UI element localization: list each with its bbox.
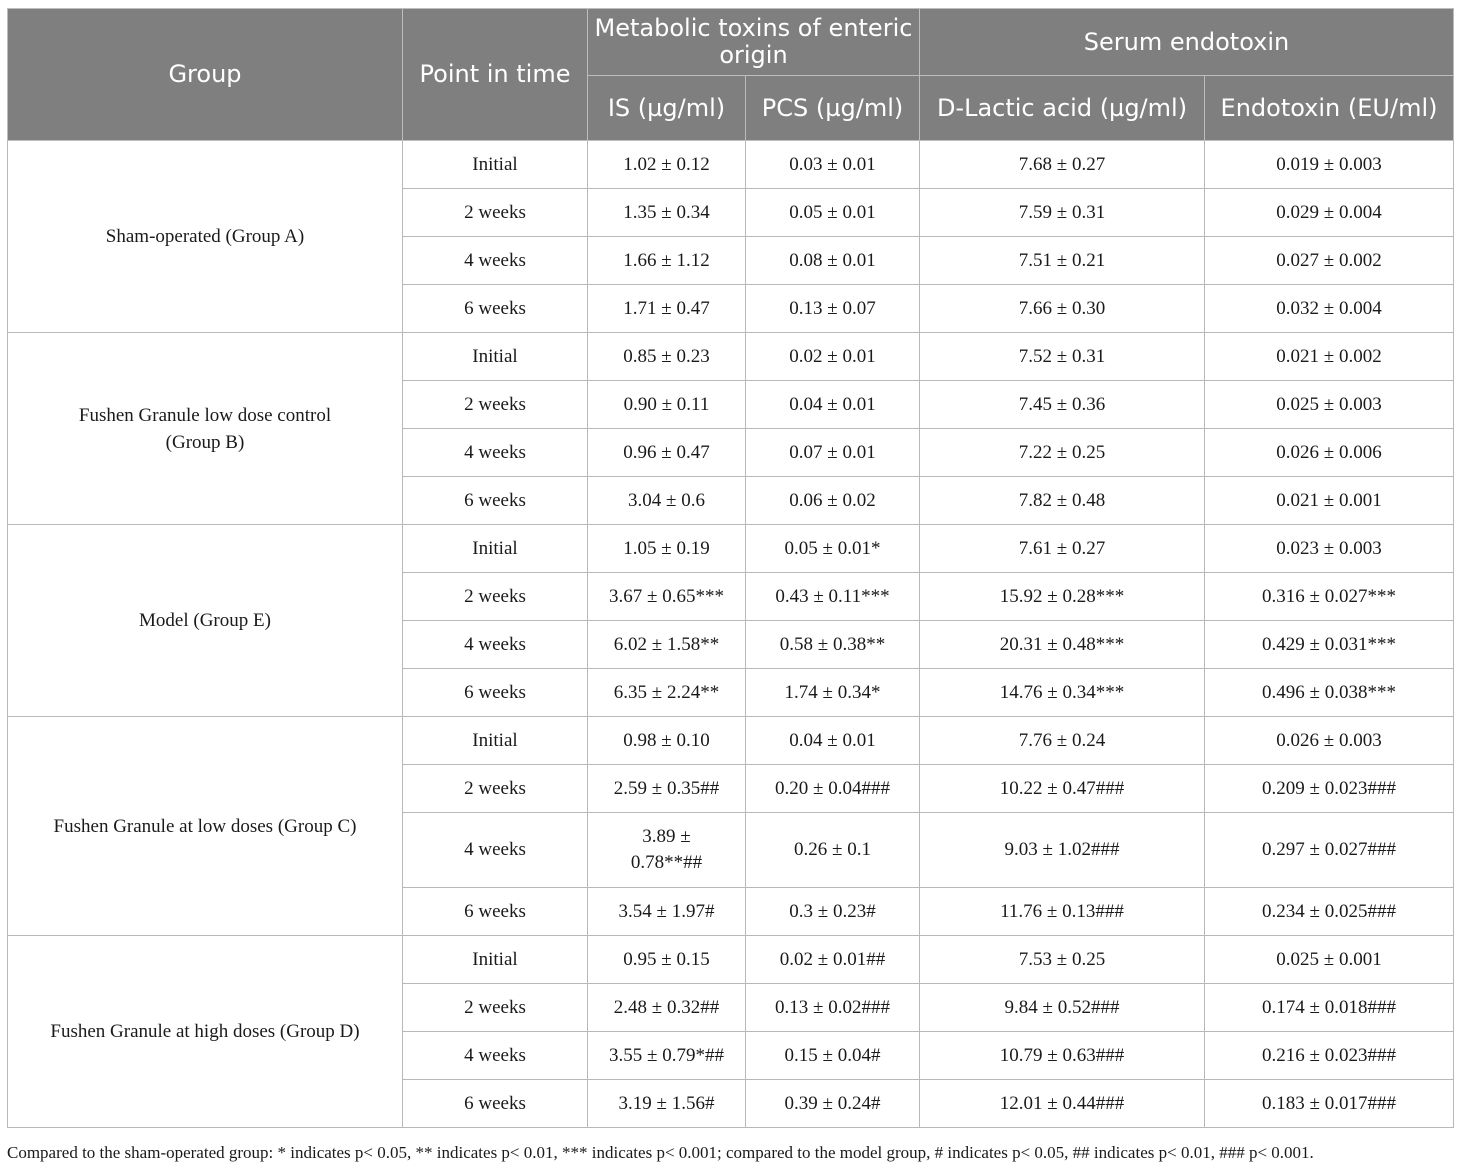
time-cell: 2 weeks xyxy=(403,189,588,237)
pcs-cell: 0.04 ± 0.01 xyxy=(746,381,920,429)
d-lactic-cell: 7.68 ± 0.27 xyxy=(920,141,1205,189)
pcs-cell: 0.13 ± 0.07 xyxy=(746,285,920,333)
is-cell: 1.71 ± 0.47 xyxy=(588,285,746,333)
time-cell: Initial xyxy=(403,936,588,984)
group-cell: Fushen Granule at low doses (Group C) xyxy=(8,717,403,936)
d-lactic-cell: 15.92 ± 0.28*** xyxy=(920,573,1205,621)
table-header xyxy=(8,9,1454,141)
time-cell: 4 weeks xyxy=(403,621,588,669)
pcs-cell: 0.05 ± 0.01* xyxy=(746,525,920,573)
endotoxin-cell: 0.026 ± 0.003 xyxy=(1205,717,1454,765)
group-cell xyxy=(8,333,403,525)
endotoxin-cell: 0.316 ± 0.027*** xyxy=(1205,573,1454,621)
pcs-cell: 0.15 ± 0.04# xyxy=(746,1032,920,1080)
d-lactic-cell: 9.03 ± 1.02### xyxy=(920,813,1205,888)
header-metabolic-toxins: Metabolic toxins of enteric origin xyxy=(588,9,920,76)
is-cell: 1.05 ± 0.19 xyxy=(588,525,746,573)
pcs-cell: 0.13 ± 0.02### xyxy=(746,984,920,1032)
pcs-cell: 0.02 ± 0.01 xyxy=(746,333,920,381)
pcs-cell: 0.06 ± 0.02 xyxy=(746,477,920,525)
results-table xyxy=(7,8,1454,1128)
is-cell: 2.48 ± 0.32## xyxy=(588,984,746,1032)
endotoxin-cell: 0.209 ± 0.023### xyxy=(1205,765,1454,813)
table-row xyxy=(8,525,1454,573)
time-cell: 4 weeks xyxy=(403,1032,588,1080)
d-lactic-cell: 7.82 ± 0.48 xyxy=(920,477,1205,525)
d-lactic-cell: 7.59 ± 0.31 xyxy=(920,189,1205,237)
time-cell: 2 weeks xyxy=(403,573,588,621)
table-body xyxy=(8,141,1454,1128)
endotoxin-cell: 0.297 ± 0.027### xyxy=(1205,813,1454,888)
time-cell: Initial xyxy=(403,333,588,381)
time-cell: 4 weeks xyxy=(403,813,588,888)
group-cell: Fushen Granule at high doses (Group D) xyxy=(8,936,403,1128)
is-cell: 0.85 ± 0.23 xyxy=(588,333,746,381)
header-is: IS (µg/ml) xyxy=(588,76,746,141)
header-group: Group xyxy=(8,9,403,141)
endotoxin-cell: 0.183 ± 0.017### xyxy=(1205,1080,1454,1128)
endotoxin-cell: 0.026 ± 0.006 xyxy=(1205,429,1454,477)
time-cell: 6 weeks xyxy=(403,285,588,333)
group-label: Fushen Granule low dose control (Group B) xyxy=(78,404,332,453)
endotoxin-cell: 0.496 ± 0.038*** xyxy=(1205,669,1454,717)
pcs-cell: 0.20 ± 0.04### xyxy=(746,765,920,813)
is-cell: 2.59 ± 0.35## xyxy=(588,765,746,813)
endotoxin-cell: 0.174 ± 0.018### xyxy=(1205,984,1454,1032)
endotoxin-cell: 0.025 ± 0.003 xyxy=(1205,381,1454,429)
table-row xyxy=(8,333,1454,381)
pcs-cell: 0.07 ± 0.01 xyxy=(746,429,920,477)
d-lactic-cell: 10.79 ± 0.63### xyxy=(920,1032,1205,1080)
endotoxin-cell: 0.029 ± 0.004 xyxy=(1205,189,1454,237)
is-cell: 1.35 ± 0.34 xyxy=(588,189,746,237)
is-cell: 0.90 ± 0.11 xyxy=(588,381,746,429)
time-cell: 6 weeks xyxy=(403,669,588,717)
time-cell: 6 weeks xyxy=(403,888,588,936)
is-cell xyxy=(588,813,746,888)
time-cell: 2 weeks xyxy=(403,765,588,813)
is-value-wrapped: 3.89 ± 0.78**## xyxy=(630,826,703,873)
header-row-top xyxy=(8,9,1454,76)
is-cell: 6.35 ± 2.24** xyxy=(588,669,746,717)
time-cell: Initial xyxy=(403,525,588,573)
endotoxin-cell: 0.021 ± 0.001 xyxy=(1205,477,1454,525)
group-cell: Sham-operated (Group A) xyxy=(8,141,403,333)
is-cell: 0.96 ± 0.47 xyxy=(588,429,746,477)
endotoxin-cell: 0.019 ± 0.003 xyxy=(1205,141,1454,189)
d-lactic-cell: 7.52 ± 0.31 xyxy=(920,333,1205,381)
pcs-cell: 0.58 ± 0.38** xyxy=(746,621,920,669)
time-cell: 2 weeks xyxy=(403,984,588,1032)
endotoxin-cell: 0.025 ± 0.001 xyxy=(1205,936,1454,984)
endotoxin-cell: 0.216 ± 0.023### xyxy=(1205,1032,1454,1080)
pcs-cell: 1.74 ± 0.34* xyxy=(746,669,920,717)
d-lactic-cell: 11.76 ± 0.13### xyxy=(920,888,1205,936)
header-serum-endotoxin: Serum endotoxin xyxy=(920,9,1454,76)
pcs-cell: 0.05 ± 0.01 xyxy=(746,189,920,237)
table-row xyxy=(8,717,1454,765)
is-cell: 1.02 ± 0.12 xyxy=(588,141,746,189)
time-cell: 4 weeks xyxy=(403,237,588,285)
d-lactic-cell: 12.01 ± 0.44### xyxy=(920,1080,1205,1128)
table-footnote: Compared to the sham-operated group: * indicates p< 0.05, ** indicates p< 0.01, *** indicates p< 0.001; compared to the model group, # indicates p< 0.05, ## indicates p< 0.01, ### p< 0.001. xyxy=(7,1143,1314,1162)
header-point-in-time: Point in time xyxy=(403,9,588,141)
d-lactic-cell: 7.51 ± 0.21 xyxy=(920,237,1205,285)
d-lactic-cell: 7.66 ± 0.30 xyxy=(920,285,1205,333)
d-lactic-cell: 14.76 ± 0.34*** xyxy=(920,669,1205,717)
endotoxin-cell: 0.234 ± 0.025### xyxy=(1205,888,1454,936)
pcs-cell: 0.39 ± 0.24# xyxy=(746,1080,920,1128)
d-lactic-cell: 7.53 ± 0.25 xyxy=(920,936,1205,984)
is-cell: 0.98 ± 0.10 xyxy=(588,717,746,765)
is-cell: 6.02 ± 1.58** xyxy=(588,621,746,669)
endotoxin-cell: 0.023 ± 0.003 xyxy=(1205,525,1454,573)
pcs-cell: 0.08 ± 0.01 xyxy=(746,237,920,285)
endotoxin-cell: 0.032 ± 0.004 xyxy=(1205,285,1454,333)
is-cell: 3.54 ± 1.97# xyxy=(588,888,746,936)
time-cell: 6 weeks xyxy=(403,477,588,525)
is-cell: 3.04 ± 0.6 xyxy=(588,477,746,525)
header-endotoxin: Endotoxin (EU/ml) xyxy=(1205,76,1454,141)
header-pcs: PCS (µg/ml) xyxy=(746,76,920,141)
endotoxin-cell: 0.021 ± 0.002 xyxy=(1205,333,1454,381)
is-cell: 3.55 ± 0.79*## xyxy=(588,1032,746,1080)
pcs-cell: 0.26 ± 0.1 xyxy=(746,813,920,888)
time-cell: 4 weeks xyxy=(403,429,588,477)
results-table-container xyxy=(7,8,1453,1128)
d-lactic-cell: 7.61 ± 0.27 xyxy=(920,525,1205,573)
table-row xyxy=(8,141,1454,189)
d-lactic-cell: 7.76 ± 0.24 xyxy=(920,717,1205,765)
pcs-cell: 0.03 ± 0.01 xyxy=(746,141,920,189)
d-lactic-cell: 10.22 ± 0.47### xyxy=(920,765,1205,813)
pcs-cell: 0.3 ± 0.23# xyxy=(746,888,920,936)
time-cell: Initial xyxy=(403,141,588,189)
is-cell: 3.67 ± 0.65*** xyxy=(588,573,746,621)
time-cell: 2 weeks xyxy=(403,381,588,429)
group-cell: Model (Group E) xyxy=(8,525,403,717)
d-lactic-cell: 7.22 ± 0.25 xyxy=(920,429,1205,477)
table-row xyxy=(8,936,1454,984)
d-lactic-cell: 9.84 ± 0.52### xyxy=(920,984,1205,1032)
is-cell: 3.19 ± 1.56# xyxy=(588,1080,746,1128)
is-cell: 0.95 ± 0.15 xyxy=(588,936,746,984)
time-cell: 6 weeks xyxy=(403,1080,588,1128)
is-cell: 1.66 ± 1.12 xyxy=(588,237,746,285)
time-cell: Initial xyxy=(403,717,588,765)
endotoxin-cell: 0.027 ± 0.002 xyxy=(1205,237,1454,285)
d-lactic-cell: 20.31 ± 0.48*** xyxy=(920,621,1205,669)
header-d-lactic-acid: D-Lactic acid (µg/ml) xyxy=(920,76,1205,141)
d-lactic-cell: 7.45 ± 0.36 xyxy=(920,381,1205,429)
pcs-cell: 0.43 ± 0.11*** xyxy=(746,573,920,621)
pcs-cell: 0.04 ± 0.01 xyxy=(746,717,920,765)
pcs-cell: 0.02 ± 0.01## xyxy=(746,936,920,984)
endotoxin-cell: 0.429 ± 0.031*** xyxy=(1205,621,1454,669)
